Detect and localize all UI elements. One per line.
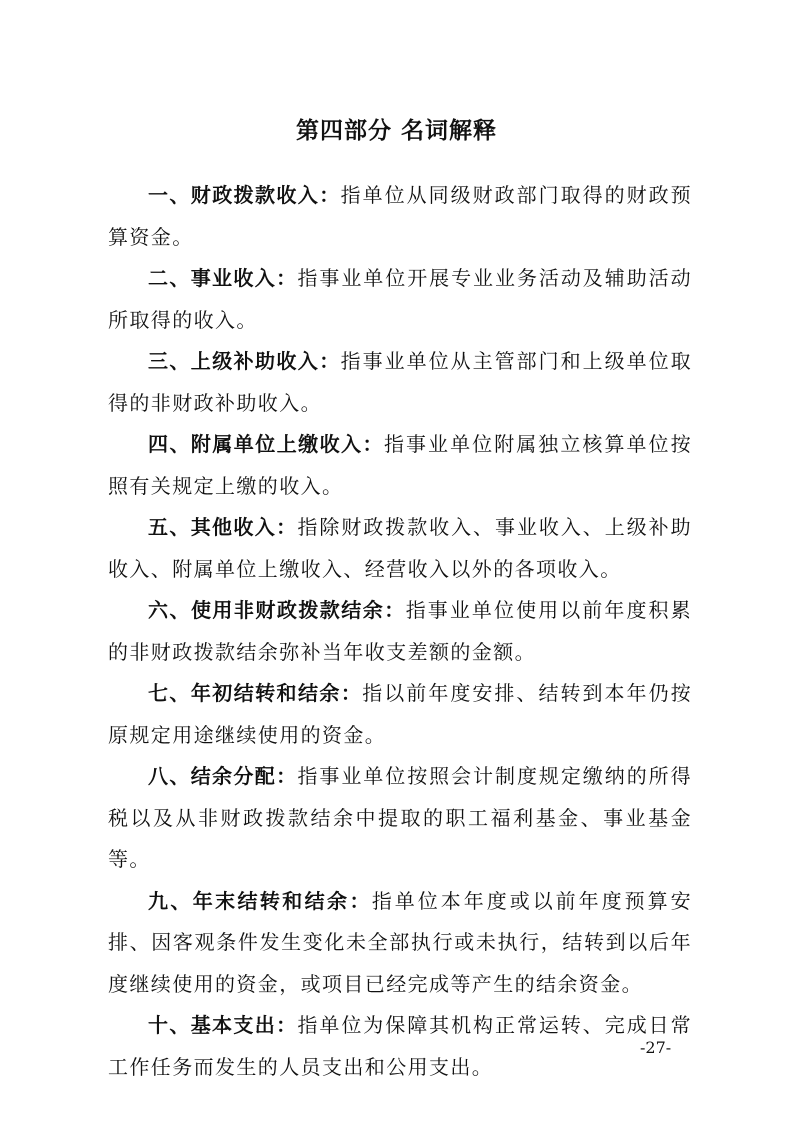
term-name: 五、其他收入： <box>148 515 298 539</box>
term-definition: 指单位从同级财政部门取得的财政预算资金。 <box>108 183 693 249</box>
term-name: 四、附属单位上缴收入： <box>148 432 384 456</box>
glossary-entry <box>108 1005 692 1088</box>
page-title: 第四部分 名词解释 <box>295 117 497 144</box>
term-definition: 指以前年度安排、结转到本年仍按原规定用途继续使用的资金。 <box>108 681 692 747</box>
term-name: 七、年初结转和结余： <box>148 681 363 705</box>
term-definition: 指除财政拨款收入、事业收入、上级补助收入、附属单位上缴收入、经营收入以外的各项收入。 <box>108 515 692 581</box>
glossary-entry <box>108 673 692 756</box>
glossary-entry <box>108 590 692 673</box>
glossary-list <box>108 175 692 1088</box>
glossary-entry <box>108 341 692 424</box>
glossary-entry <box>108 756 692 881</box>
term-definition: 指单位本年度或以前年度预算安排、因客观条件发生变化未全部执行或未执行，结转到以后年度继续使用的资金，或项目已经完成等产生的结余资金。 <box>108 888 692 996</box>
term-name: 六、使用非财政拨款结余： <box>148 598 406 622</box>
term-name: 十、基本支出： <box>148 1013 298 1037</box>
page-number: -27- <box>640 1038 672 1057</box>
term-definition: 指单位为保障其机构正常运转、完成日常工作任务而发生的人员支出和公用支出。 <box>108 1013 692 1079</box>
glossary-entry <box>108 881 692 1006</box>
glossary-entry <box>108 258 692 341</box>
glossary-entry <box>108 507 692 590</box>
term-definition: 指事业单位按照会计制度规定缴纳的所得税以及从非财政拨款结余中提取的职工福利基金、事业基金等。 <box>108 764 692 871</box>
term-name: 一、财政拨款收入： <box>148 183 341 207</box>
term-name: 三、上级补助收入： <box>148 349 341 373</box>
term-definition: 指事业单位开展专业业务活动及辅助活动所取得的收入。 <box>108 266 692 332</box>
term-name: 二、事业收入： <box>148 266 298 290</box>
glossary-entry <box>108 424 692 507</box>
term-definition: 指事业单位使用以前年度积累的非财政拨款结余弥补当年收支差额的金额。 <box>108 598 692 664</box>
term-name: 八、结余分配： <box>148 764 298 788</box>
term-definition: 指事业单位从主管部门和上级单位取得的非财政补助收入。 <box>108 349 693 415</box>
glossary-entry <box>108 175 692 258</box>
term-definition: 指事业单位附属独立核算单位按照有关规定上缴的收入。 <box>108 432 692 498</box>
term-name: 九、年末结转和结余： <box>148 888 372 913</box>
